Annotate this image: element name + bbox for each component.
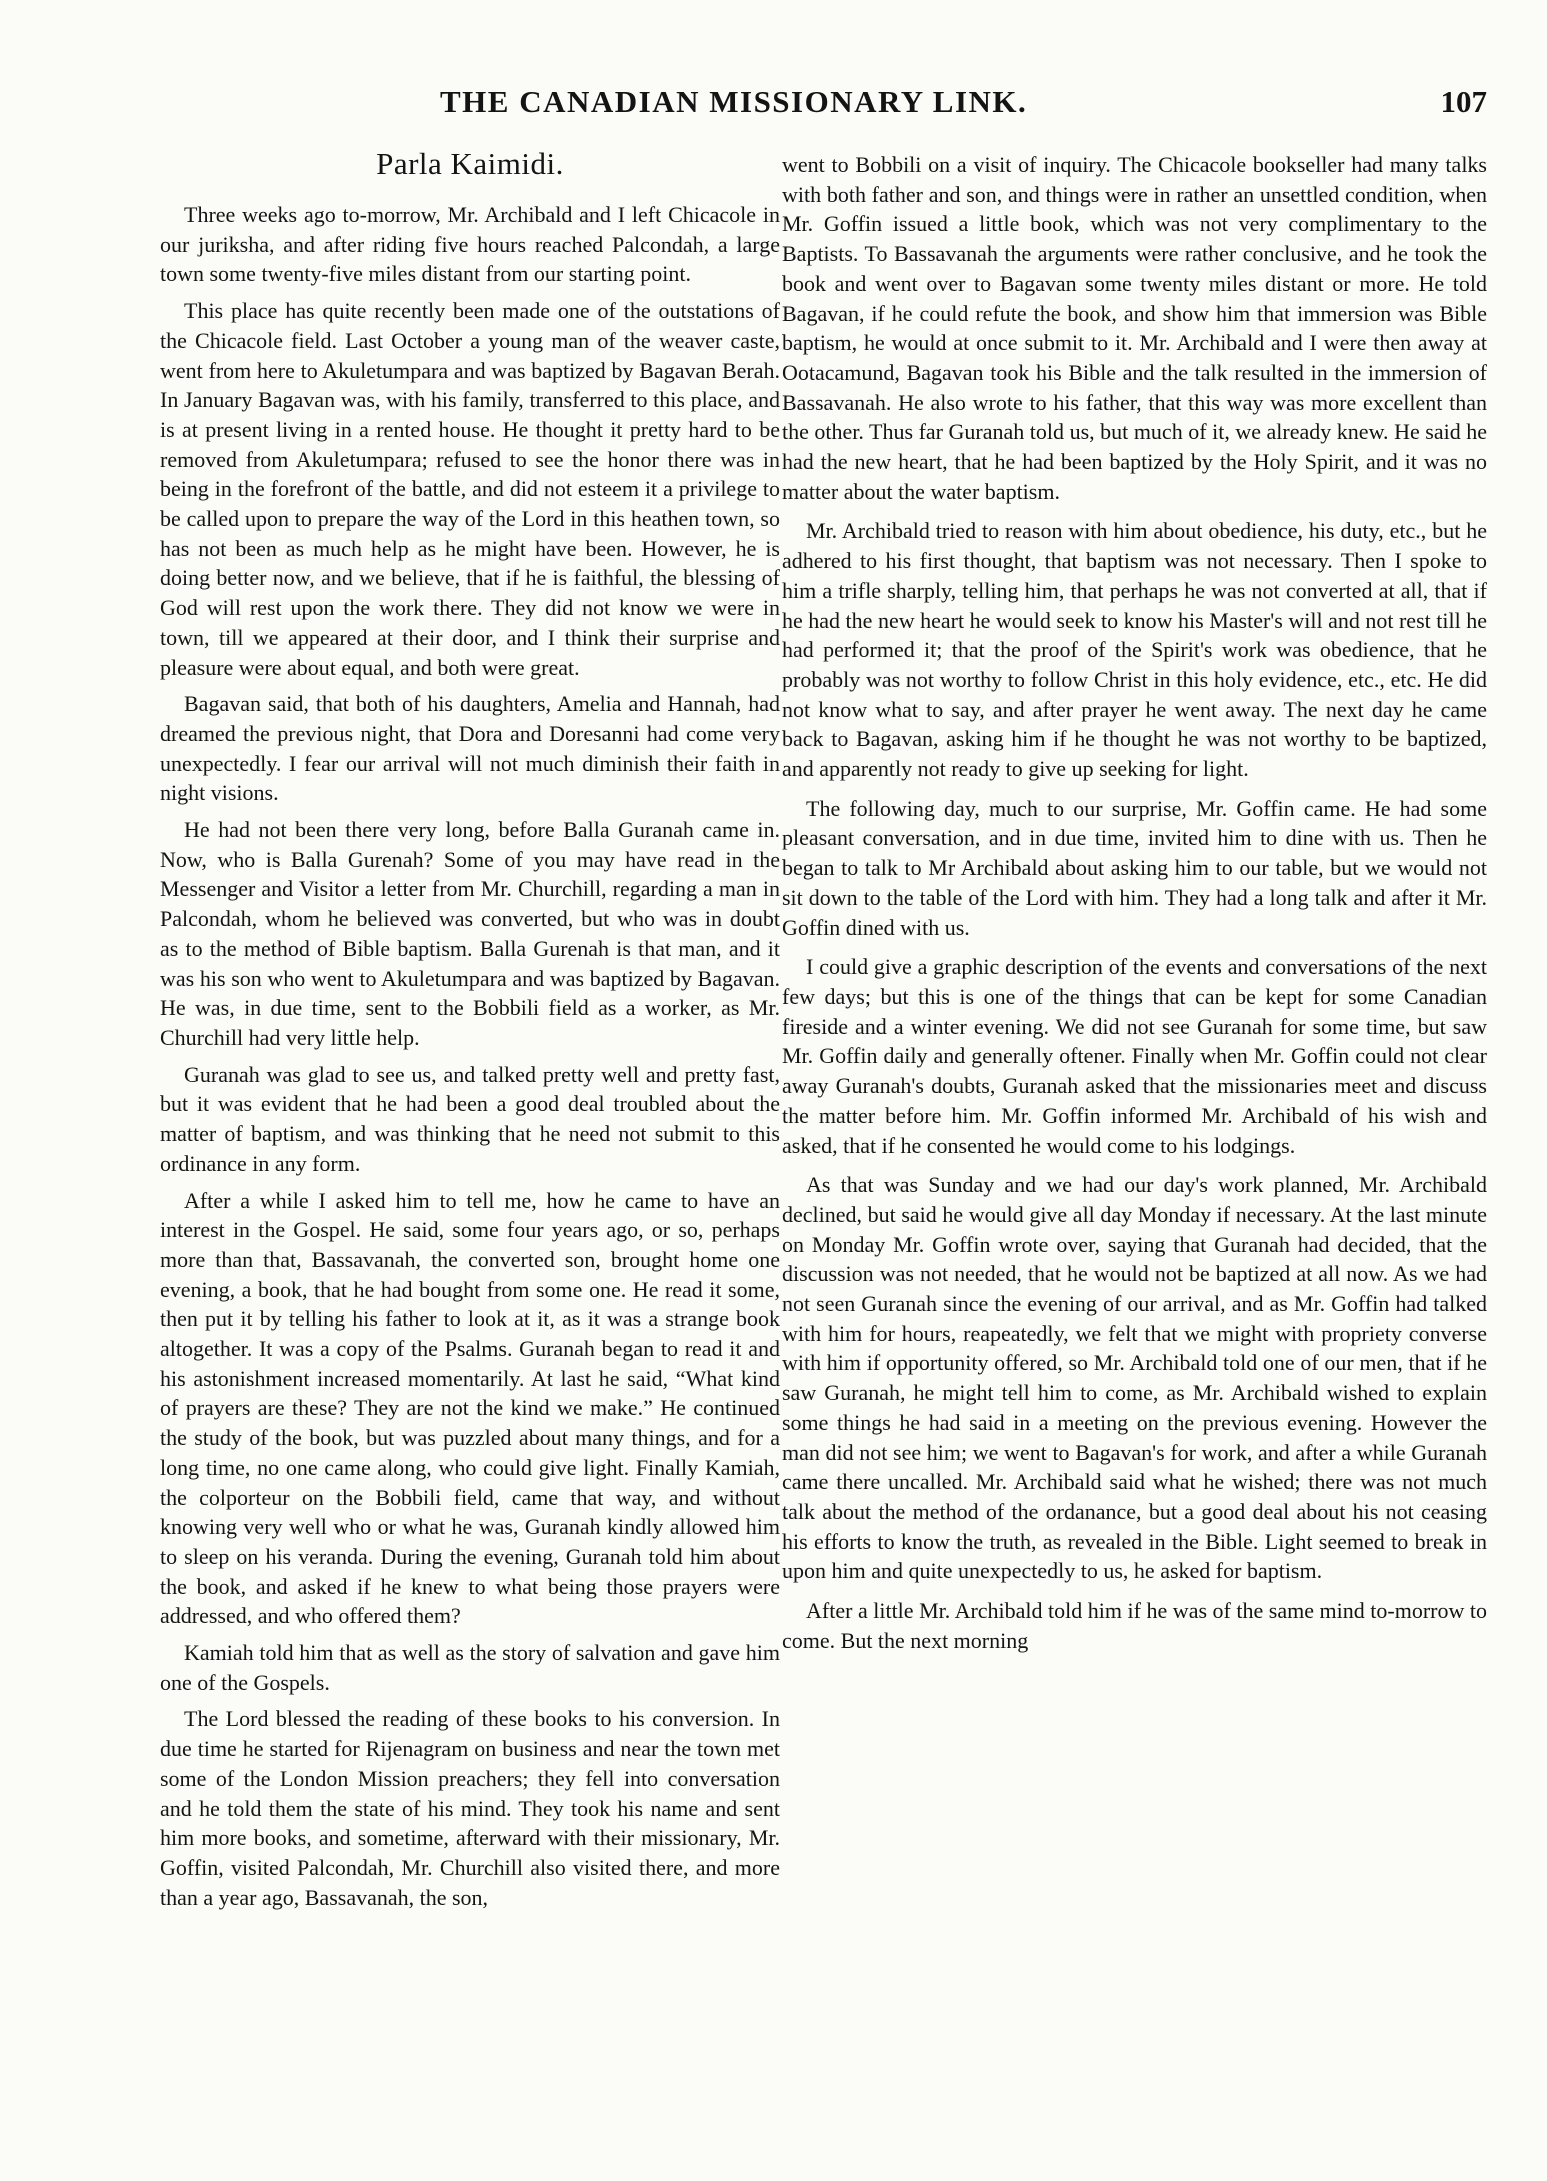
paragraph: Kamiah told him that as well as the story of salvation and gave him one of the Gospels. (160, 1640, 780, 1695)
page-number: 107 (1440, 84, 1487, 119)
paragraph: The following day, much to our surprise, Mr. Goffin came. He had some pleasant conversation, and in due time, invited him to dine with us. Then he began to talk to Mr Archibald about asking him to our table, but we would not sit down to the table of the Lord with him. They had a long talk and after it Mr. Goffin dined with us. (782, 795, 1487, 940)
paragraph: After a while I asked him to tell me, how he came to have an interest in the Gospel. He said, some four years ago, or so, perhaps more than that, Bassavanah, the converted son, brought home one evening, a book, that he had bought from some one. He read it some, then put it by telling his father to look at it, as it was a strange book altogether. It was a copy of the Psalms. Guranah began to read it and his astonishment increased momentarily. At last he said, “What kind of prayers are these? They are not the kind we make.” He continued the study of the book, but was puzzled about many things, and for a long time, no one came along, who could give light. Finally Kamiah, the colporteur on the Bobbili field, came that way, and without knowing very well who or what he was, Guranah kindly allowed him to sleep on his veranda. During the evening, Guranah told him about the book, and asked if he knew to what being those prayers were addressed, and who offered them? (160, 1187, 780, 1629)
paragraph: This place has quite recently been made one of the outstations of the Chicacole field. Last October a young man of the weaver caste, went from here to Akuletumpara and was baptized by Bagavan Berah. In January Bagavan was, with his family, transferred to this place, and is at present living in a rented house. He thought it pretty hard to be removed from Akuletumpara; refused to see the honor there was in being in the forefront of the battle, and did not esteem it a privilege to be called upon to prepare the way of the Lord in this heathen town, so has not been as much help as he might have been. However, he is doing better now, and we believe, that if he is faithful, the blessing of God will rest upon the work there. They did not know we were in town, till we appeared at their door, and I think their surprise and pleasure were about equal, and both were great. (160, 298, 780, 680)
paragraph: I could give a graphic description of the events and conversations of the next few days; but this is one of the things that can be kept for some Canadian fireside and a winter evening. We did not see Guranah for some time, but saw Mr. Goffin daily and generally oftener. Finally when Mr. Goffin could not clear away Guranah's doubts, Guranah asked that the missionaries meet and discuss the matter before him. Mr. Goffin informed Mr. Archibald of his wish and asked, that if he consented he would come to his lodgings. (782, 954, 1487, 1158)
right-column (782, 150, 1487, 1656)
article-title: Parla Kaimidi. (376, 146, 564, 181)
journal-title: THE CANADIAN MISSIONARY LINK. (440, 84, 1028, 119)
paragraph: As that was Sunday and we had our day's work planned, Mr. Archibald declined, but said he would give all day Monday if necessary. At the last minute on Monday Mr. Goffin wrote over, saying that Guranah had decided, that the discussion was not needed, that he would not be baptized at all now. As we had not seen Guranah since the evening of our arrival, and as Mr. Goffin had talked with him for hours, reapeatedly, we felt that we might with propriety converse with him if opportunity offered, so Mr. Archibald told one of our men, that if he saw Guranah, he might tell him to come, as Mr. Archibald wished to explain some things he had said in a meeting on the previous evening. However the man did not see him; we went to Bagavan's for work, and after a while Guranah came there uncalled. Mr. Archibald said what he wished; there was not much talk about the method of the ordanance, but a good deal about his not ceasing his efforts to know the truth, as revealed in the Bible. Light seemed to break in upon him and quite unexpectedly to us, he asked for baptism. (782, 1172, 1487, 1584)
paragraph: Three weeks ago to-morrow, Mr. Archibald and I left Chicacole in our juriksha, and after riding five hours reached Palcondah, a large town some twenty-five miles distant from our starting point. (160, 202, 780, 287)
paragraph: The Lord blessed the reading of these books to his conversion. In due time he started for Rijenagram on business and near the town met some of the London Mission preachers; they fell into conversation and he told them the state of his mind. They took his name and sent him more books, and sometime, afterward with their missionary, Mr. Goffin, visited Palcondah, Mr. Churchill also visited there, and more than a year ago, Bassavanah, the son, (160, 1706, 780, 1910)
left-column (160, 140, 780, 1913)
paragraph: Guranah was glad to see us, and talked pretty well and pretty fast, but it was evident that he had been a good deal troubled about the matter of baptism, and was thinking that he need not submit to this ordinance in any form. (160, 1061, 780, 1176)
page-header (0, 84, 1547, 134)
paragraph: He had not been there very long, before Balla Guranah came in. Now, who is Balla Gurenah? Some of you may have read in the Messenger and Visitor a letter from Mr. Churchill, regarding a man in Palcondah, whom he believed was converted, but who was in doubt as to the method of Bible baptism. Balla Gurenah is that man, and it was his son who went to Akuletumpara and was baptized by Bagavan. He was, in due time, sent to the Bobbili field as a worker, as Mr. Churchill had very little help. (160, 817, 780, 1050)
paragraph: Mr. Archibald tried to reason with him about obedience, his duty, etc., but he adhered to his first thought, that baptism was not necessary. Then I spoke to him a trifle sharply, telling him, that perhaps he was not converted at all, that if he had the new heart he would seek to know his Master's will and not rest till he had performed it; that the proof of the Spirit's work was obedience, that he probably was not worthy to follow Christ in this holy evidence, etc., etc. He did not know what to say, and after prayer he went away. The next day he came back to Bagavan, asking him if he thought he was not worthy to be baptized, and apparently not ready to give up seeking for light. (782, 518, 1487, 782)
paragraph: After a little Mr. Archibald told him if he was of the same mind to-morrow to come. But the next morning (782, 1598, 1487, 1653)
paragraph: went to Bobbili on a visit of inquiry. The Chicacole bookseller had many talks with both father and son, and things were in rather an unsettled condition, when Mr. Goffin issued a little book, which was not very complimentary to the Baptists. To Bassavanah the arguments were rather conclusive, and he took the book and went over to Bagavan some twenty miles distant or more. He told Bagavan, if he could refute the book, and show him that immersion was Bible baptism, he would at once submit to it. Mr. Archibald and I were then away at Ootacamund, Bagavan took his Bible and the talk resulted in the immersion of Bassavanah. He also wrote to his father, that this way was more excellent than the other. Thus far Guranah told us, but much of it, we already knew. He said he had the new heart, that he had been baptized by the Holy Spirit, and it was no matter about the water baptism. (782, 152, 1487, 504)
paragraph: Bagavan said, that both of his daughters, Amelia and Hannah, had dreamed the previous night, that Dora and Doresanni had come very unexpectedly. I fear our arrival will not much diminish their faith in night visions. (160, 691, 780, 806)
